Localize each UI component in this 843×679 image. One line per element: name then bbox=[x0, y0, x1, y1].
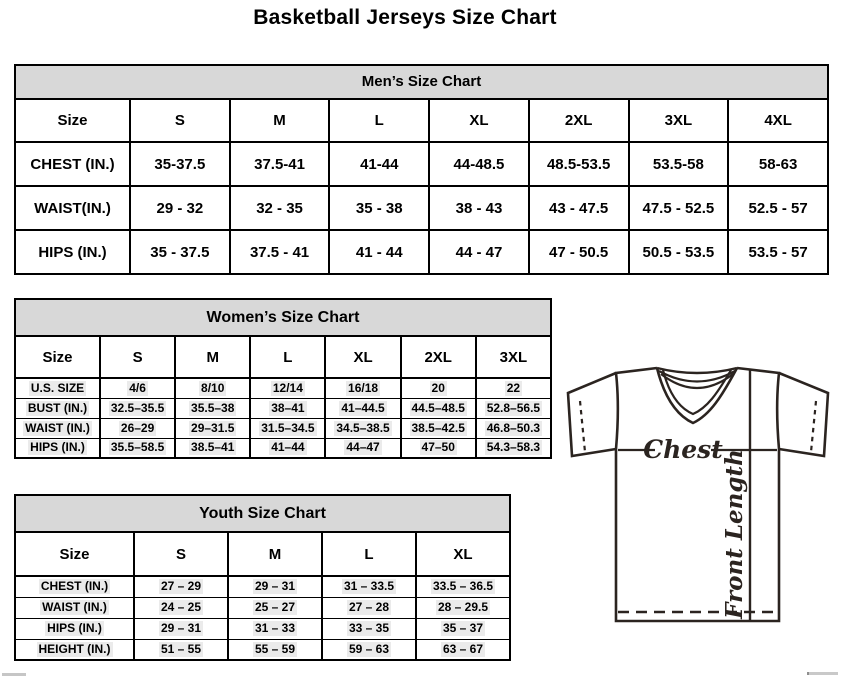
cell-text: M bbox=[273, 112, 286, 129]
cell-text: Size bbox=[42, 348, 73, 366]
mens-chart-title: Men’s Size Chart bbox=[14, 64, 829, 100]
value-cell bbox=[529, 142, 629, 186]
measurement-row bbox=[15, 639, 510, 660]
cell-text: WAIST (IN.) bbox=[25, 420, 90, 435]
size-header-cell bbox=[322, 532, 416, 576]
cell-text: 52.8–56.5 bbox=[486, 400, 541, 415]
cell-text: 3XL bbox=[664, 112, 693, 129]
value-cell bbox=[175, 418, 250, 438]
cell-text: 33 – 35 bbox=[348, 621, 390, 635]
value-cell bbox=[228, 576, 322, 597]
cell-text: 29 – 31 bbox=[160, 621, 202, 635]
cell-text: 29–31.5 bbox=[191, 420, 235, 435]
measurement-row bbox=[15, 438, 551, 458]
measurement-row bbox=[15, 597, 510, 618]
cell-text: 34.5–38.5 bbox=[336, 420, 390, 435]
cell-text: 41 - 44 bbox=[355, 243, 403, 261]
cell-text: HIPS (IN.) bbox=[38, 243, 107, 261]
size-header-cell bbox=[416, 532, 510, 576]
measurement-row bbox=[15, 230, 828, 274]
cell-text: 51 – 55 bbox=[160, 641, 202, 656]
left-cuff-dashed-seam bbox=[580, 401, 585, 452]
value-cell bbox=[325, 418, 400, 438]
cell-text: 37.5-41 bbox=[254, 155, 305, 173]
value-cell bbox=[529, 186, 629, 230]
cell-text: 32.5–35.5 bbox=[110, 400, 165, 415]
value-cell bbox=[100, 398, 175, 418]
cell-text: 44-48.5 bbox=[453, 155, 505, 173]
value-cell bbox=[250, 378, 325, 398]
size-header-cell bbox=[476, 336, 551, 378]
cell-text: 52.5 - 57 bbox=[748, 199, 808, 217]
youth-size-chart bbox=[14, 494, 511, 661]
cell-text: 38.5–41 bbox=[191, 440, 235, 455]
womens-chart-title: Women’s Size Chart bbox=[14, 298, 552, 337]
scrollbar-fragment-right bbox=[807, 672, 838, 675]
size-header-cell bbox=[329, 99, 429, 142]
value-cell bbox=[416, 576, 510, 597]
cell-text: CHEST (IN.) bbox=[30, 155, 115, 173]
cell-text: XL bbox=[469, 112, 489, 129]
cell-text: Size bbox=[57, 112, 88, 129]
cell-text: L bbox=[283, 348, 293, 366]
measurement-row bbox=[15, 576, 510, 597]
value-cell bbox=[228, 597, 322, 618]
cell-text: 47–50 bbox=[421, 440, 455, 455]
measurement-row bbox=[15, 186, 828, 230]
cell-text: CHEST (IN.) bbox=[40, 579, 109, 594]
row-label bbox=[15, 398, 100, 418]
cell-text: 35.5–58.5 bbox=[110, 440, 165, 455]
cell-text: 55 – 59 bbox=[254, 641, 296, 656]
cell-text: 37.5 - 41 bbox=[249, 243, 310, 261]
womens-size-chart bbox=[14, 298, 552, 459]
size-header-cell bbox=[250, 336, 325, 378]
cell-text: 38–41 bbox=[271, 400, 305, 415]
size-col-label bbox=[15, 532, 134, 576]
cell-text: 53.5 - 57 bbox=[748, 243, 808, 261]
size-col-label bbox=[15, 99, 130, 142]
value-cell bbox=[134, 576, 228, 597]
value-cell bbox=[416, 597, 510, 618]
cell-text: HIPS (IN.) bbox=[47, 621, 102, 635]
cell-text: S bbox=[132, 348, 143, 366]
cell-text: 29 - 32 bbox=[156, 199, 204, 217]
value-cell bbox=[130, 186, 230, 230]
row-label bbox=[15, 418, 100, 438]
cell-text: Size bbox=[59, 545, 90, 563]
cell-text: 41–44 bbox=[271, 440, 305, 455]
cell-text: 44–47 bbox=[346, 440, 380, 455]
cell-text: WAIST (IN.) bbox=[42, 600, 107, 614]
right-cuff-dashed-seam bbox=[811, 401, 816, 452]
cell-text: 44.5–48.5 bbox=[411, 400, 465, 415]
value-cell bbox=[476, 378, 551, 398]
measurement-row bbox=[15, 378, 551, 398]
cell-text: 38 - 43 bbox=[455, 199, 503, 217]
value-cell bbox=[322, 618, 416, 639]
measurement-row bbox=[15, 418, 551, 438]
cell-text: 33.5 – 36.5 bbox=[432, 579, 494, 594]
value-cell bbox=[401, 418, 476, 438]
cell-text: 50.5 - 53.5 bbox=[642, 243, 715, 261]
value-cell bbox=[175, 438, 250, 458]
collar-top-arc bbox=[657, 368, 737, 373]
value-cell bbox=[429, 230, 529, 274]
value-cell bbox=[476, 398, 551, 418]
cell-text: 3XL bbox=[499, 348, 528, 366]
size-header-cell bbox=[728, 99, 828, 142]
cell-text: 2XL bbox=[424, 348, 452, 366]
cell-text: WAIST(IN.) bbox=[34, 199, 111, 217]
value-cell bbox=[401, 378, 476, 398]
value-cell bbox=[230, 186, 330, 230]
measurement-row bbox=[15, 398, 551, 418]
size-header-cell bbox=[100, 336, 175, 378]
size-header-row bbox=[15, 99, 828, 142]
size-header-row bbox=[15, 336, 551, 378]
cell-text: 35.5–38 bbox=[191, 400, 235, 415]
cell-text: 35 – 37 bbox=[442, 621, 484, 635]
value-cell bbox=[134, 639, 228, 660]
cell-text: 2XL bbox=[564, 112, 593, 129]
value-cell bbox=[629, 186, 729, 230]
size-header-cell bbox=[325, 336, 400, 378]
cell-text: 53.5-58 bbox=[652, 155, 704, 173]
jersey-right-sleeve bbox=[779, 373, 828, 456]
value-cell bbox=[130, 230, 230, 274]
size-header-cell bbox=[134, 532, 228, 576]
value-cell bbox=[325, 438, 400, 458]
size-header-cell bbox=[228, 532, 322, 576]
row-label bbox=[15, 597, 134, 618]
size-header-cell bbox=[230, 99, 330, 142]
cell-text: 48.5-53.5 bbox=[546, 155, 611, 173]
cell-text: 8/10 bbox=[201, 380, 225, 395]
cell-text: 25 – 27 bbox=[254, 600, 296, 614]
value-cell bbox=[329, 142, 429, 186]
cell-text: M bbox=[206, 348, 219, 366]
cell-text: 24 – 25 bbox=[160, 600, 202, 614]
cell-text: 31 – 33.5 bbox=[343, 579, 395, 594]
cell-text: 29 – 31 bbox=[254, 579, 296, 594]
cell-text: 43 - 47.5 bbox=[549, 199, 609, 217]
measurement-row bbox=[15, 142, 828, 186]
cell-text: XL bbox=[453, 545, 473, 563]
value-cell bbox=[100, 418, 175, 438]
cell-text: 41–44.5 bbox=[341, 400, 385, 415]
value-cell bbox=[329, 186, 429, 230]
cell-text: 47 - 50.5 bbox=[549, 243, 609, 261]
value-cell bbox=[429, 142, 529, 186]
cell-text: L bbox=[374, 112, 384, 129]
cell-text: BUST (IN.) bbox=[27, 400, 88, 415]
size-header-cell bbox=[429, 99, 529, 142]
value-cell bbox=[228, 639, 322, 660]
cell-text: 54.3–58.3 bbox=[486, 440, 541, 455]
value-cell bbox=[322, 639, 416, 660]
value-cell bbox=[429, 186, 529, 230]
jersey-measurement-diagram bbox=[556, 356, 840, 648]
size-header-cell bbox=[629, 99, 729, 142]
womens-table bbox=[14, 335, 552, 459]
cell-text: 27 – 29 bbox=[160, 579, 202, 594]
value-cell bbox=[134, 618, 228, 639]
cell-text: 58-63 bbox=[758, 155, 798, 173]
cell-text: 44 - 47 bbox=[455, 243, 503, 261]
youth-chart-title: Youth Size Chart bbox=[14, 494, 511, 533]
cell-text: S bbox=[175, 545, 186, 563]
jersey-left-sleeve bbox=[568, 373, 616, 456]
value-cell bbox=[728, 230, 828, 274]
cell-text: 27 – 28 bbox=[348, 600, 390, 614]
value-cell bbox=[728, 142, 828, 186]
cell-text: 38.5–42.5 bbox=[411, 420, 465, 435]
cell-text: 20 bbox=[431, 380, 445, 395]
chest-label: Chest bbox=[643, 435, 723, 464]
value-cell bbox=[175, 398, 250, 418]
value-cell bbox=[529, 230, 629, 274]
cell-text: 31 – 33 bbox=[254, 621, 296, 635]
cell-text: L bbox=[364, 545, 374, 563]
value-cell bbox=[100, 378, 175, 398]
value-cell bbox=[476, 418, 551, 438]
value-cell bbox=[329, 230, 429, 274]
value-cell bbox=[250, 418, 325, 438]
mens-table bbox=[14, 98, 829, 275]
cell-text: 12/14 bbox=[272, 380, 303, 395]
cell-text: 26–29 bbox=[120, 420, 155, 435]
value-cell bbox=[100, 438, 175, 458]
value-cell bbox=[416, 639, 510, 660]
mens-size-chart bbox=[14, 64, 829, 275]
cell-text: 46.8–50.3 bbox=[486, 420, 541, 435]
cell-text: 32 - 35 bbox=[256, 199, 303, 217]
row-label bbox=[15, 618, 134, 639]
size-header-cell bbox=[175, 336, 250, 378]
value-cell bbox=[728, 186, 828, 230]
value-cell bbox=[325, 398, 400, 418]
value-cell bbox=[416, 618, 510, 639]
youth-table bbox=[14, 531, 511, 661]
row-label bbox=[15, 186, 130, 230]
value-cell bbox=[230, 142, 330, 186]
cell-text: 22 bbox=[506, 380, 521, 395]
value-cell bbox=[401, 438, 476, 458]
cell-text: HEIGHT (IN.) bbox=[38, 641, 111, 656]
row-label bbox=[15, 438, 100, 458]
cell-text: M bbox=[268, 545, 282, 563]
cell-text: 47.5 - 52.5 bbox=[642, 199, 715, 217]
cell-text: 16/18 bbox=[348, 380, 379, 395]
row-label bbox=[15, 230, 130, 274]
cell-text: 4XL bbox=[764, 112, 792, 129]
cell-text: HIPS (IN.) bbox=[30, 440, 85, 455]
value-cell bbox=[230, 230, 330, 274]
page-title: Basketball Jerseys Size Chart bbox=[253, 6, 557, 29]
cell-text: 4/6 bbox=[129, 380, 146, 395]
size-header-cell bbox=[130, 99, 230, 142]
row-label bbox=[15, 576, 134, 597]
value-cell bbox=[476, 438, 551, 458]
cell-text: S bbox=[174, 112, 185, 129]
cell-text: 35-37.5 bbox=[154, 155, 206, 173]
cell-text: 41-44 bbox=[360, 155, 399, 173]
size-header-row bbox=[15, 532, 510, 576]
value-cell bbox=[134, 597, 228, 618]
value-cell bbox=[401, 398, 476, 418]
scrollbar-fragment-left bbox=[2, 673, 26, 676]
size-header-cell bbox=[401, 336, 476, 378]
front-length-label: Front Length bbox=[721, 449, 748, 619]
value-cell bbox=[130, 142, 230, 186]
cell-text: 59 – 63 bbox=[348, 641, 390, 656]
jersey-body-outline bbox=[616, 368, 779, 621]
cell-text: 63 – 67 bbox=[442, 641, 484, 656]
size-header-cell bbox=[529, 99, 629, 142]
value-cell bbox=[325, 378, 400, 398]
value-cell bbox=[228, 618, 322, 639]
cell-text: XL bbox=[353, 348, 373, 366]
cell-text: U.S. SIZE bbox=[30, 380, 85, 395]
value-cell bbox=[629, 230, 729, 274]
value-cell bbox=[175, 378, 250, 398]
cell-text: 35 - 38 bbox=[355, 199, 403, 217]
cell-text: 35 - 37.5 bbox=[150, 243, 210, 261]
value-cell bbox=[322, 576, 416, 597]
size-col-label bbox=[15, 336, 100, 378]
value-cell bbox=[322, 597, 416, 618]
value-cell bbox=[629, 142, 729, 186]
cell-text: 28 – 29.5 bbox=[437, 600, 489, 614]
row-label bbox=[15, 142, 130, 186]
cell-text: 31.5–34.5 bbox=[261, 420, 315, 435]
value-cell bbox=[250, 438, 325, 458]
value-cell bbox=[250, 398, 325, 418]
measurement-row bbox=[15, 618, 510, 639]
row-label bbox=[15, 639, 134, 660]
row-label bbox=[15, 378, 100, 398]
